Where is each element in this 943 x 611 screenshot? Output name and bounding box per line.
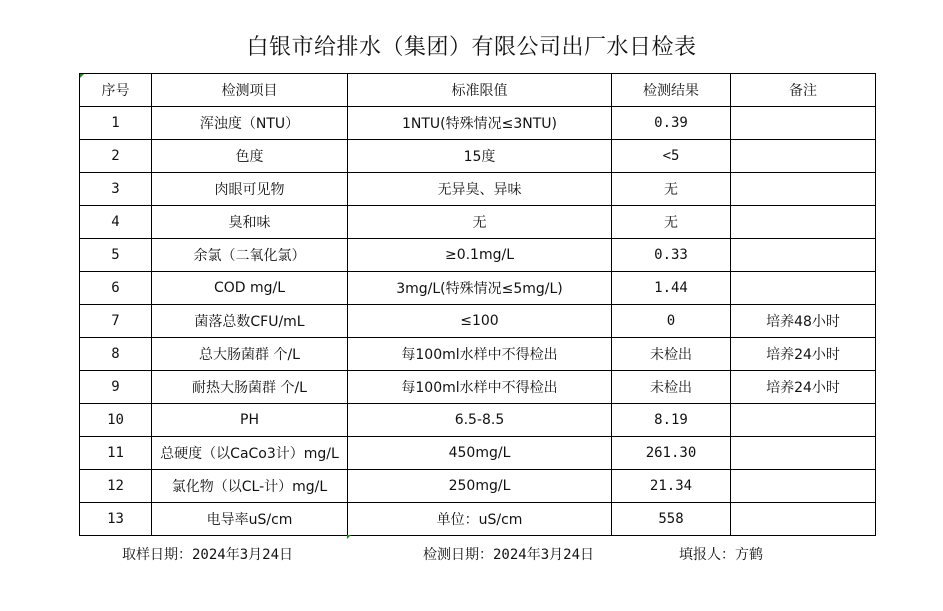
cell-serial-number: 8 bbox=[80, 338, 152, 371]
cell-standard-limit: 450mg/L bbox=[348, 437, 612, 470]
cell-remarks bbox=[731, 272, 876, 305]
cell-serial-number: 12 bbox=[80, 470, 152, 503]
header-remarks: 备注 bbox=[731, 74, 876, 107]
table-row bbox=[80, 140, 876, 173]
cell-standard-limit: 1NTU(特殊情况≤3NTU) bbox=[348, 107, 612, 140]
cell-test-result: 21.34 bbox=[612, 470, 731, 503]
cell-standard-limit: 无 bbox=[348, 206, 612, 239]
sampling-date-field bbox=[122, 544, 293, 564]
cell-standard-limit: 每100ml水样中不得检出 bbox=[348, 338, 612, 371]
sampling-date-value: 2024年3月24日 bbox=[192, 547, 294, 563]
cell-remarks bbox=[731, 470, 876, 503]
cell-test-result: 261.30 bbox=[612, 437, 731, 470]
cell-serial-number: 4 bbox=[80, 206, 152, 239]
cell-remarks bbox=[731, 206, 876, 239]
cell-test-result: 未检出 bbox=[612, 371, 731, 404]
cell-remarks bbox=[731, 404, 876, 437]
reporter-name: 方鹤 bbox=[735, 547, 763, 563]
cell-serial-number: 5 bbox=[80, 239, 152, 272]
table-body bbox=[80, 107, 876, 536]
cell-remarks: 培养48小时 bbox=[731, 305, 876, 338]
cell-remarks bbox=[731, 107, 876, 140]
cell-standard-limit: ≥0.1mg/L bbox=[348, 239, 612, 272]
cell-standard-limit: 250mg/L bbox=[348, 470, 612, 503]
table-row bbox=[80, 338, 876, 371]
cell-test-item: 臭和味 bbox=[152, 206, 348, 239]
sampling-date-label: 取样日期： bbox=[122, 547, 192, 563]
reporter-label: 填报人： bbox=[679, 547, 735, 563]
cell-remarks bbox=[731, 503, 876, 536]
cell-standard-limit: 15度 bbox=[348, 140, 612, 173]
cell-standard-limit: 3mg/L(特殊情况≤5mg/L) bbox=[348, 272, 612, 305]
cell-test-result: <5 bbox=[612, 140, 731, 173]
cell-test-item: PH bbox=[152, 404, 348, 437]
cell-serial-number: 2 bbox=[80, 140, 152, 173]
cell-remarks bbox=[731, 437, 876, 470]
cell-test-result: 0.33 bbox=[612, 239, 731, 272]
testing-date-value: 2024年3月24日 bbox=[493, 547, 595, 563]
cell-test-item: COD mg/L bbox=[152, 272, 348, 305]
cell-serial-number: 7 bbox=[80, 305, 152, 338]
table-header-row bbox=[80, 74, 876, 107]
cell-test-result: 无 bbox=[612, 173, 731, 206]
table-row bbox=[80, 371, 876, 404]
cell-test-result: 1.44 bbox=[612, 272, 731, 305]
cell-remarks: 培养24小时 bbox=[731, 371, 876, 404]
header-serial-number: 序号 bbox=[80, 74, 152, 107]
reporter-field bbox=[679, 544, 763, 564]
cell-standard-limit: 单位：uS/cm bbox=[348, 503, 612, 536]
table-row bbox=[80, 437, 876, 470]
cell-standard-limit: 无异臭、异味 bbox=[348, 173, 612, 206]
cell-standard-limit: ≤100 bbox=[348, 305, 612, 338]
table-row bbox=[80, 503, 876, 536]
cell-remarks: 培养24小时 bbox=[731, 338, 876, 371]
table-row bbox=[80, 272, 876, 305]
cell-test-item: 总大肠菌群 个/L bbox=[152, 338, 348, 371]
table-row bbox=[80, 404, 876, 437]
cell-remarks bbox=[731, 140, 876, 173]
cell-test-result: 无 bbox=[612, 206, 731, 239]
cell-standard-limit: 每100ml水样中不得检出 bbox=[348, 371, 612, 404]
cell-test-result: 0 bbox=[612, 305, 731, 338]
water-quality-table bbox=[79, 73, 876, 536]
cell-remarks bbox=[731, 173, 876, 206]
cell-standard-limit: 6.5-8.5 bbox=[348, 404, 612, 437]
table-row bbox=[80, 107, 876, 140]
header-standard-limit: 标准限值 bbox=[348, 74, 612, 107]
cell-remarks bbox=[731, 239, 876, 272]
cell-test-item: 色度 bbox=[152, 140, 348, 173]
page-title: 白银市给排水（集团）有限公司出厂水日检表 bbox=[246, 35, 697, 60]
cell-test-result: 未检出 bbox=[612, 338, 731, 371]
cell-test-item: 浑浊度（NTU） bbox=[152, 107, 348, 140]
cell-test-item: 总硬度（以CaCo3计）mg/L bbox=[152, 437, 348, 470]
cell-test-item: 肉眼可见物 bbox=[152, 173, 348, 206]
cell-serial-number: 1 bbox=[80, 107, 152, 140]
table-row bbox=[80, 470, 876, 503]
cell-test-result: 558 bbox=[612, 503, 731, 536]
cell-test-item: 菌落总数CFU/mL bbox=[152, 305, 348, 338]
table-row bbox=[80, 206, 876, 239]
cell-test-item: 氯化物（以CL-计）mg/L bbox=[152, 470, 348, 503]
cell-serial-number: 9 bbox=[80, 371, 152, 404]
testing-date-label: 检测日期： bbox=[423, 547, 493, 563]
cell-corner-marker bbox=[347, 535, 351, 539]
cell-test-item: 电导率uS/cm bbox=[152, 503, 348, 536]
cell-test-result: 0.39 bbox=[612, 107, 731, 140]
cell-serial-number: 3 bbox=[80, 173, 152, 206]
table-row bbox=[80, 173, 876, 206]
header-test-result: 检测结果 bbox=[612, 74, 731, 107]
table-row bbox=[80, 305, 876, 338]
cell-test-item: 耐热大肠菌群 个/L bbox=[152, 371, 348, 404]
cell-test-item: 余氯（二氧化氯） bbox=[152, 239, 348, 272]
cell-serial-number: 13 bbox=[80, 503, 152, 536]
header-test-item: 检测项目 bbox=[152, 74, 348, 107]
cell-serial-number: 11 bbox=[80, 437, 152, 470]
cell-test-result: 8.19 bbox=[612, 404, 731, 437]
cell-serial-number: 6 bbox=[80, 272, 152, 305]
table-row bbox=[80, 239, 876, 272]
cell-serial-number: 10 bbox=[80, 404, 152, 437]
testing-date-field bbox=[423, 544, 594, 564]
